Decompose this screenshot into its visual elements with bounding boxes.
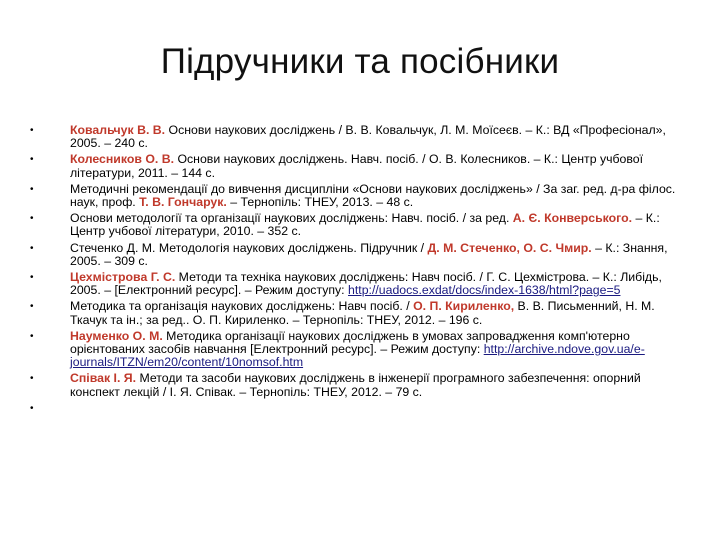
bullet-dot-icon: • (30, 402, 34, 414)
reference-text: Методи та засоби наукових досліджень в інженерії програмного забезпечення: опорний конспект лекцій / І. Я. Співак. – Тернопіль: ТНЕУ, 2012. – 79 с. (70, 371, 641, 399)
author-name: А. Є. Конверського. (512, 211, 633, 226)
bullet-dot-icon: • (30, 183, 34, 195)
bullet-dot-icon: • (30, 213, 34, 225)
bibliography-item (30, 300, 690, 326)
bullet-dot-icon: • (30, 373, 34, 385)
author-name: О. П. Кириленко, (413, 299, 515, 314)
reference-link[interactable]: http://uadocs.exdat/docs/index-1638/html?page=5 (348, 283, 621, 298)
reference-text: – К.: Знання, 2005. – 309 с. (70, 240, 668, 268)
slide-title: Підручники та посібники (160, 42, 560, 81)
bibliography-item (30, 372, 690, 398)
bibliography-list (30, 124, 690, 418)
author-name: Співак І. Я. (70, 371, 137, 386)
bullet-dot-icon: • (30, 301, 34, 313)
author-name: Ковальчук В. В. (70, 123, 166, 137)
bullet-dot-icon: • (30, 330, 34, 342)
author-name: Т. В. Гончарук. (139, 195, 227, 210)
author-name: Цехмістрова Г. С. (70, 270, 176, 285)
author-name: Д. М. Стеченко, О. С. Чмир. (427, 240, 592, 255)
bibliography-item (30, 124, 690, 150)
bibliography-item (30, 212, 690, 238)
bibliography-item (30, 271, 690, 297)
reference-text: Методика та організація наукових досліджень: Навч посіб. / (70, 299, 414, 314)
reference-text: В. В. Письменний, Н. М. Ткачук та ін.; за ред.. О. П. Кириленко. – Тернопіль: ТНЕУ, 2012. – 196 с. (70, 299, 655, 327)
reference-link[interactable]: http://archive.ndove.gov.ua/e-journals/ITZN/em20/content/10nomsof.htm (70, 342, 645, 370)
reference-text: Основи наукових досліджень / В. В. Ковальчук, Л. М. Моїсеєв. – К.: ВД «Професіонал», 2005. – 240 с. (70, 123, 666, 151)
reference-text: Стеченко Д. М. Методологія наукових досліджень. Підручник / (70, 240, 428, 255)
reference-text: Методичні рекомендації до вивчення дисципліни «Основи наукових досліджень» / За заг. ред. д-ра філос. наук, проф. (70, 181, 676, 210)
bibliography-item (30, 330, 690, 370)
bullet-dot-icon: • (30, 125, 34, 136)
bullet-dot-icon: • (30, 272, 34, 284)
bullet-dot-icon: • (30, 154, 34, 166)
bibliography-item (30, 242, 690, 268)
reference-text: Методи та техніка наукових досліджень: Навч посіб. / Г. С. Цехмістрова. – К.: Либідь, 2005. – [Електронний ресурс]. – Режим доступу: (70, 270, 662, 298)
reference-text: Основи наукових досліджень. Навч. посіб. / О. В. Колесников. – К.: Центр учбової літератури, 2011. – 144 с. (70, 152, 644, 180)
reference-text: Методика організації наукових досліджень в умовах запровадження комп'ютерно орієнтованих засобів навчання [Електронний ресурс]. – Режим доступу: (70, 328, 630, 357)
author-name: Колесников О. В. (70, 152, 175, 167)
bullet-dot-icon: • (30, 242, 34, 254)
bibliography-item (30, 402, 690, 415)
bibliography-item (30, 183, 690, 209)
reference-text: Основи методології та організації наукових досліджень: Навч. посіб. / за ред. (70, 211, 513, 226)
author-name: Науменко О. М. (70, 328, 163, 343)
reference-text: – К.: Центр учбової літератури, 2010. – 352 с. (70, 211, 660, 239)
reference-text: – Тернопіль: ТНЕУ, 2013. – 48 с. (226, 195, 414, 210)
bibliography-item (30, 153, 690, 179)
